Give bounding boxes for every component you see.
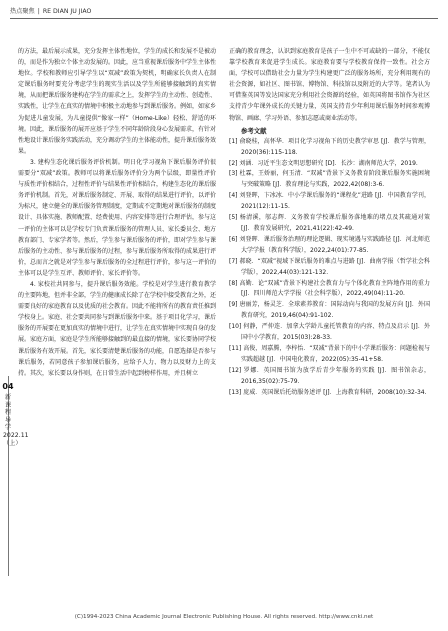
reference-item: [3] 杜霖，王娇丽，何玉清．“双减”背景下义务教育阶段课后服务实施困境与突破策略 [J]．教育理论与实践，2022,42(08):3-6.	[229, 170, 430, 189]
reference-item: [12] 罗娜．英国图书馆为放学后青少年服务的实践 [J]．图书馆杂志，2016,35(02):75-79.	[229, 366, 430, 385]
header-separator: |	[37, 8, 40, 15]
reference-item: [11] 高俊，周嘉腾，李梓怡．“双减”背景下的中小学课后服务：问题检视与实践超越 [J]．中国电化教育，2022(05):35-41+58.	[229, 344, 430, 363]
references-heading: 参考文献	[241, 126, 267, 135]
right-column	[229, 46, 430, 599]
header-pinyin: RE DIAN JU JIAO	[42, 8, 92, 15]
reference-item: [10] 何静，严仲连．加拿大学龄儿童托管教育的内容、特点及启示 [J]．外国中小学教育，2015(03):28-33.	[229, 323, 430, 342]
reference-list	[229, 137, 430, 399]
reference-item: [2] 刘涵．习近平生态文明思想研究 [D]．长沙：湖南师范大学，2019.	[229, 159, 418, 167]
reference-item: [6] 刘登晖．课后服务治理的理论逻辑、现实境遇与实践路径 [J]．河北师范大学学报（教育科学版），2022,24(01):77-85.	[229, 235, 430, 254]
running-header	[10, 6, 438, 19]
reference-item: [5] 杨清溪，邬志辉．义务教育学校课后服务落地难的堵点及其疏通对策 [J]．教育发展研究，2021,41(22):42-49.	[229, 214, 430, 232]
side-journal-name: 新课程导学	[4, 394, 12, 432]
body-paragraph: 4. 家校社共同参与，提升课后服务效能。学校是对学生进行教育教学的主要阵地，但并非全部，学生的健康成长除了在学校中接受教育之外，还需要良好的家庭教育以及优质的社会教育。因此不能将所有的教育责任推到学校身上。家庭、社会要共同参与到课后服务中来。基于项目化学习，课后服务的开展要在更加真实的情境中进行，让学生在真实情境中实现自身的发展。家庭方面，家庭是学生所能够接触到的最直接的情境，家长要协同学校课后服务有效开展。首先，家长要清楚课后服务的功能，自愿选择是否参与课后服务，若同意孩子参加课后服务，应给予人力、物力以及财力上的支持。其次，家长要以身作则，在日常生活中起到榜样作用，并且树立	[18, 280, 216, 377]
header-section: 热点聚焦	[10, 8, 35, 15]
page-number: 04	[2, 382, 14, 391]
left-column	[18, 46, 216, 599]
body-paragraph: 的方法，最后展示成果，充分发挥主体性地位，学生的成长和发展不是被动的，而是作为独立个体主动发展的。因此，应当重视课后服务中学生主体性地位。学校和教师应引导学生以“双减”政策为契机，明确家长负责人在制定课后服务时要充分考虑学生的现实生活以及学生所能够接触到的真实情境，从而把课后服务建构在学生的需求之上，发挥学生的主动性、创造性、实践性，让学生在真实的情境中积极主动地参与到课后服务。例如，如家乡为促进儿童发展，为儿童提供“像家一样”（Home-Like）轻松、舒适的环境。因此，课后服务的展开应基于学生不同年龄阶段身心发展需求，有针对性地设计课后服务实践活动，充分调动学生的主体能动性，提升课后服务效果。	[18, 48, 216, 155]
reference-item: [13] 庞威．英国课后托幼服务述评 [J]．上海教育科研，2008(10):32-34.	[229, 388, 427, 396]
side-strip	[2, 382, 29, 447]
body-paragraph: 正确的教育理念，认识到家庭教育是孩子一生中不可或缺的一部分，不能仅靠学校教育来促进学生成长。家庭教育要与学校教育保持一致性。社会方面，学校可以借助社会力量为学生构建更广泛的服务场所，充分利用现有的社会资源，如社区、图书馆、博物馆、科技馆以及附近的大学等。笔者认为可借鉴英国等发达国家充分利用社会资源的经验，如英国将图书馆作为社区支持青少年课外成长的关键力量，英国支持青少年利用课后服务时间参观博物馆、画廊、学习外语、参加志愿或商业活动等。	[229, 48, 430, 122]
reference-item: [4] 刘登晖，卞冰冰．中小学课后服务的“课程化”进路 [J]．中国教育学刊，2021(12):11-15.	[229, 192, 430, 211]
copyright-footer: (C)1994-2023 China Academic Journal Electronic Publishing House. All rights reserved. http://www.cnki.net	[74, 614, 374, 620]
reference-item: [1] 俞晓桂，高怀华．项目化学习视角下的历史教学审思 [J]．教学与管理，2020(36):115-118.	[229, 137, 430, 156]
reference-item: [8] 高勤．论“双减”背景下构建社会教育力与个体化教育主阵地作用的重力 [J]．四川师范大学学报（社会科学版），2022,49(04):11-20.	[229, 279, 430, 298]
reference-item: [9] 唐丽芳，杨灵芝．全球素养教育：国际动向与我国的发展方向 [J]．外国教育研究，2019,46(04):91-102.	[229, 301, 430, 320]
side-issue: 2022.11（上）	[3, 431, 29, 447]
reference-item: [7] 郝晓．“双减”视域下课后服务的难点与进路 [J]．曲南学报（哲学社会科学版），2022,44(03):121-132.	[229, 257, 430, 276]
body-paragraph: 3. 建构生态化课后服务评价机制。明日化学习视角下课后服务评价很需要分“双减”政策。教师可以将课后服务评价分为两个层级，即量性评价与质性评价相结合，过程性评价与结果性评价相结合，构建生态化的课后服务评价机制。首先，对课后服务制定、开展、取得的结果进行评价，以评价为标尺，建立健全的课后服务管理制度，定期或不定期地对课后服务的制度设计、具体实施、教师配置、经费使用、内容安排等进行合理评估，参与这一评价的主体可以是学校专门负责课后服务的管理人员、家长委员会、地方教育部门、专家学者等。然后，学生参与课后服务的评价，即对学生参与课后服务的主动性、参与课后服务的过程，参与课后服务所取得的成果进行评价，总而言之就是对学生参与课后服务的全过程进行评价，参与这一评价的主体可以是学生互评、教师评价、家长评价等。	[18, 158, 216, 277]
